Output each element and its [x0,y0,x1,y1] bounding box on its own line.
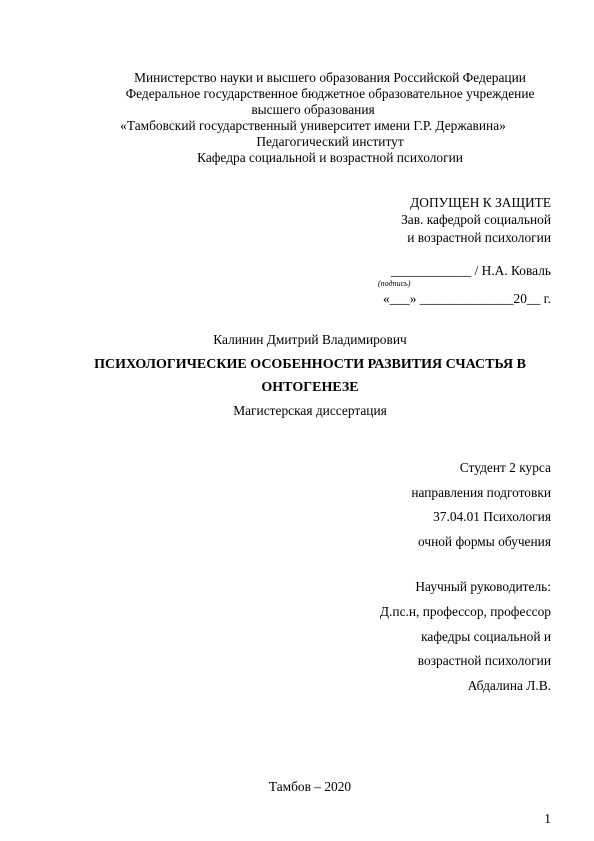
ministry-line: Министерство науки и высшего образования Российской Федерации [134,70,526,85]
supervisor-department-line2: возрастной психологии [417,653,551,668]
student-direction-label: направления подготовки [411,485,551,500]
student-direction-code: 37.04.01 Психология [433,509,551,524]
supervisor-name: Абдалина Л.В. [467,678,551,693]
approval-position-line1: Зав. кафедрой социальной [401,212,551,227]
education-level-line: высшего образования [251,102,375,117]
supervisor-degree: Д.пс.н, профессор, профессор [379,604,551,619]
supervisor-department-line1: кафедры социальной и [421,629,551,644]
supervisor-label: Научный руководитель: [415,579,551,594]
author-name: Калинин Дмитрий Владимирович [213,332,407,347]
institution-type-line: Федеральное государственное бюджетное образовательное учреждение [125,86,535,101]
student-course: Студент 2 курса [459,460,551,475]
student-study-form: очной формы обучения [417,534,551,549]
signature-caption: (подпись) [378,279,411,288]
thesis-type: Магистерская диссертация [233,403,387,418]
university-name-line: «Тамбовский государственный университет имени Г.Р. Державина» [120,118,506,133]
signature-line: ____________ / Н.А. Коваль [390,263,551,278]
institute-line: Педагогический институт [256,134,404,149]
thesis-title-line1: ПСИХОЛОГИЧЕСКИЕ ОСОБЕННОСТИ РАЗВИТИЯ СЧАСТЬЯ В [94,357,526,372]
page-number: 1 [544,811,551,826]
approval-title: ДОПУЩЕН К ЗАЩИТЕ [410,195,551,210]
approval-position-line2: и возрастной психологии [407,230,551,245]
city-year: Тамбов – 2020 [268,779,352,794]
thesis-title-line2: ОНТОГЕНЕЗЕ [261,380,359,395]
department-line: Кафедра социальной и возрастной психологии [197,150,463,165]
approval-date-line: «___» ______________20__ г. [382,291,551,306]
